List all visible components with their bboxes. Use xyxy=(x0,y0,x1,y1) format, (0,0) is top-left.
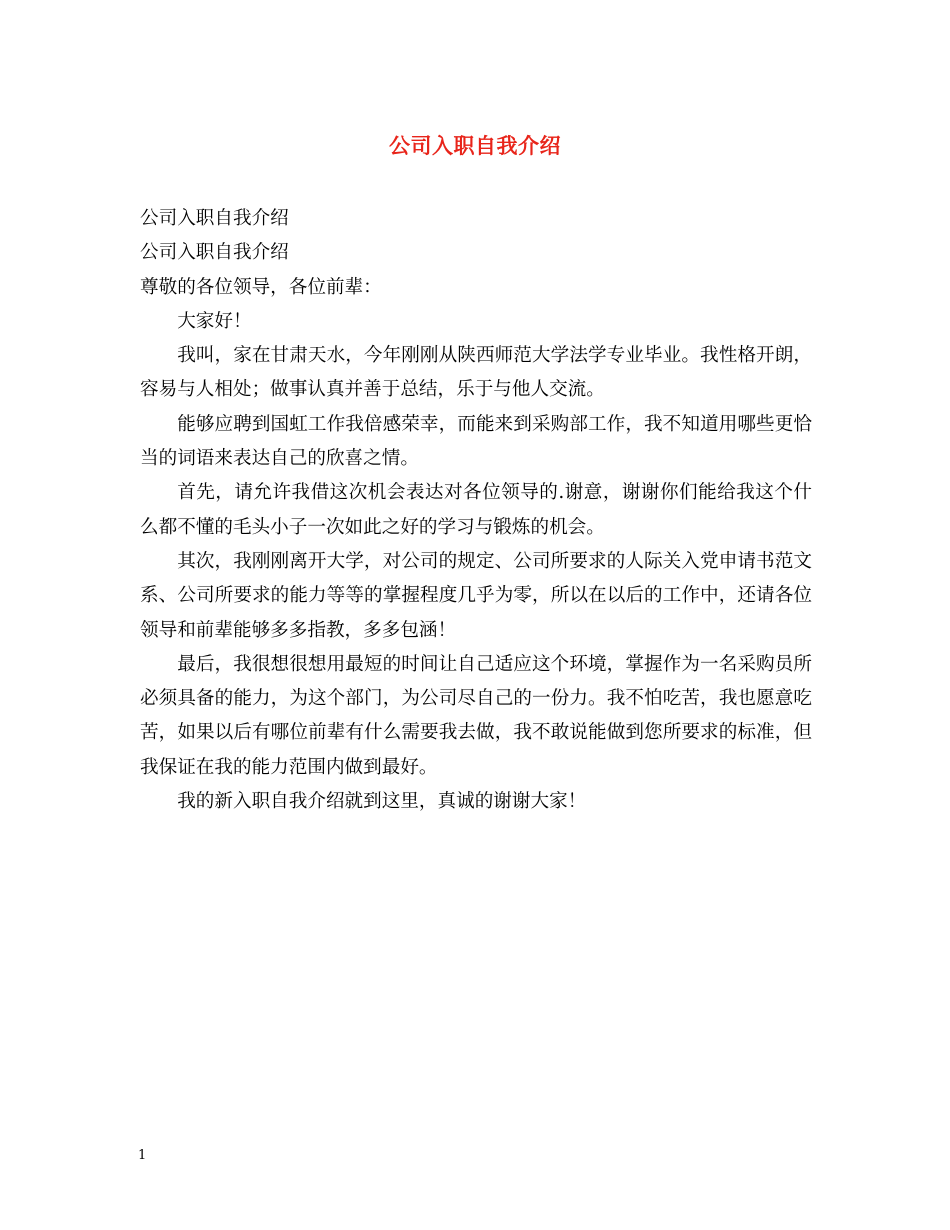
closing-paragraph: 我的新入职自我介绍就到这里，真诚的谢谢大家！ xyxy=(177,791,587,813)
greeting-paragraph: 大家好！ xyxy=(177,310,252,332)
body-paragraph: 其次，我刚刚离开大学，对公司的规定、公司所要求的人际关入党申请书范文系、公司所要求的能力等等的掌握程度几乎为零，所以在以后的工作中，还请各位领导和前辈能够多多指教，多多包涵！ xyxy=(140,550,812,641)
body-paragraph: 最后，我很想很想用最短的时间让自己适应这个环境，掌握作为一名采购员所必须具备的能力，为这个部门，为公司尽自己的一份力。我不怕吃苦，我也愿意吃苦，如果以后有哪位前辈有什么需要我去做，我不敢说能做到您所要求的标准，但我保证在我的能力范围内做到最好。 xyxy=(140,653,812,778)
document-title: 公司入职自我介绍 xyxy=(389,133,561,158)
body-paragraph: 我叫，家在甘肃天水，今年刚刚从陕西师范大学法学专业毕业。我性格开朗，容易与人相处；做事认真并善于总结，乐于与他人交流。 xyxy=(140,345,812,401)
subtitle-line: 公司入职自我介绍 xyxy=(140,208,289,229)
body-paragraph: 首先，请允许我借这次机会表达对各位领导的.谢意，谢谢你们能给我这个什么都不懂的毛头小子一次如此之好的学习与锻炼的机会。 xyxy=(140,482,812,538)
document-body xyxy=(140,202,812,819)
subtitle-line: 公司入职自我介绍 xyxy=(140,242,289,264)
body-paragraph: 能够应聘到国虹工作我倍感荣幸，而能来到采购部工作，我不知道用哪些更恰当的词语来表达自己的欣喜之情。 xyxy=(140,413,812,470)
page-number: 1 xyxy=(138,1148,147,1163)
salutation: 尊敬的各位领导，各位前辈： xyxy=(140,276,382,298)
